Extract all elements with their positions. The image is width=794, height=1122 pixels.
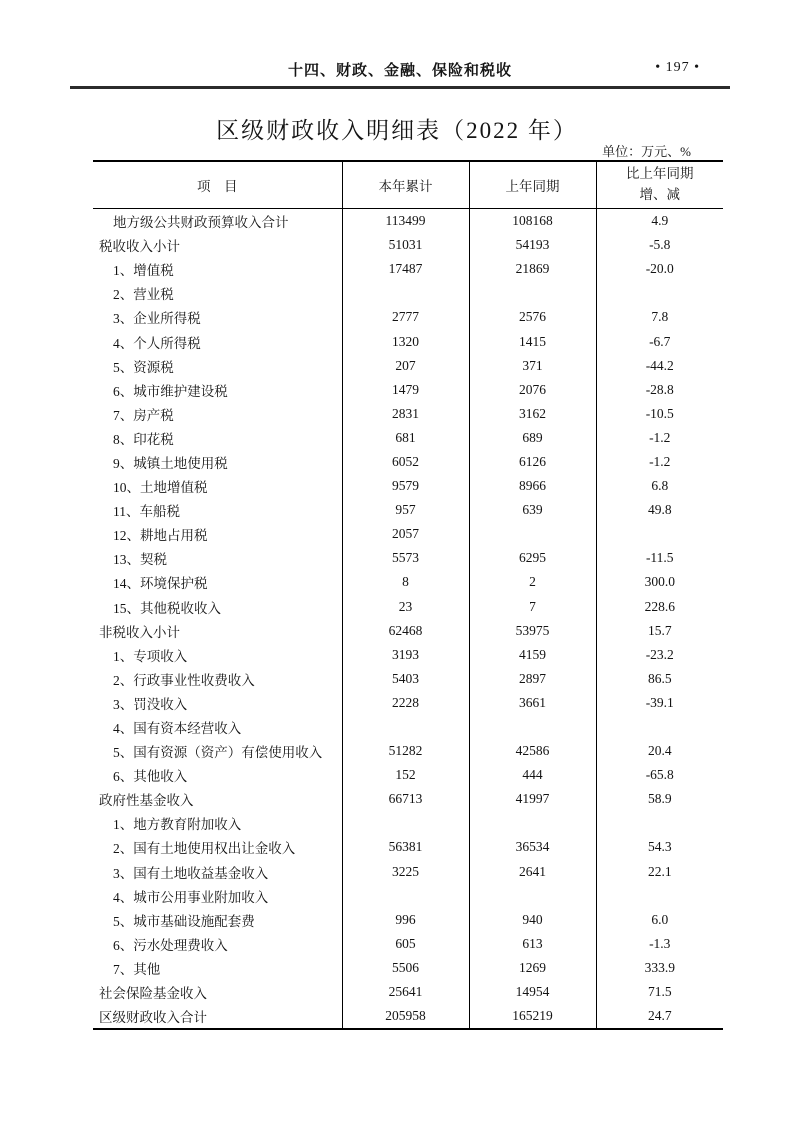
table-row (93, 739, 723, 763)
previous-value-cell: 4159 (469, 643, 596, 667)
previous-value-cell: 444 (469, 763, 596, 787)
item-label-cell: 15、其他税收收入 (113, 600, 221, 616)
change-value-cell: 300.0 (596, 570, 723, 594)
column-header-change (596, 161, 723, 209)
table-row (93, 546, 723, 570)
change-value-cell: -23.2 (596, 643, 723, 667)
change-value-cell: 58.9 (596, 787, 723, 811)
unit-label: 单位：万元、% (602, 144, 691, 159)
column-header-change-line2: 增、减 (639, 187, 680, 202)
document-title: 区级财政收入明细表（2022 年） (216, 118, 578, 143)
change-value-cell: 54.3 (596, 835, 723, 859)
current-value-cell: 205958 (342, 1004, 469, 1029)
current-value-cell: 51031 (342, 233, 469, 257)
table-row (93, 595, 723, 619)
item-label-cell: 4、国有资本经营收入 (113, 721, 242, 737)
table-row (93, 305, 723, 329)
table-row (93, 763, 723, 787)
current-value-cell: 51282 (342, 739, 469, 763)
current-value-cell: 6052 (342, 450, 469, 474)
current-value-cell: 152 (342, 763, 469, 787)
change-value-cell: -1.2 (596, 450, 723, 474)
previous-value-cell (469, 811, 596, 835)
table-row (93, 1004, 723, 1029)
table-row (93, 426, 723, 450)
previous-value-cell: 639 (469, 498, 596, 522)
change-value-cell: 71.5 (596, 980, 723, 1004)
previous-value-cell (469, 884, 596, 908)
table-row (93, 570, 723, 594)
change-value-cell: -28.8 (596, 378, 723, 402)
current-value-cell: 5403 (342, 667, 469, 691)
item-label-cell: 政府性基金收入 (99, 793, 194, 809)
current-value-cell: 62468 (342, 619, 469, 643)
change-value-cell: 49.8 (596, 498, 723, 522)
current-value-cell: 8 (342, 570, 469, 594)
current-value-cell: 996 (342, 908, 469, 932)
current-value-cell: 23 (342, 595, 469, 619)
table-row (93, 329, 723, 353)
item-label-cell: 5、资源税 (113, 359, 174, 375)
change-value-cell (596, 522, 723, 546)
change-value-cell: 7.8 (596, 305, 723, 329)
table-row (93, 811, 723, 835)
previous-value-cell: 42586 (469, 739, 596, 763)
current-value-cell: 957 (342, 498, 469, 522)
previous-value-cell: 6295 (469, 546, 596, 570)
item-label-cell: 9、城镇土地使用税 (113, 455, 228, 471)
current-value-cell: 681 (342, 426, 469, 450)
item-label-cell: 6、其他收入 (113, 769, 188, 785)
change-value-cell: -11.5 (596, 546, 723, 570)
column-header-item: 项 目 (93, 161, 342, 209)
current-value-cell: 2831 (342, 402, 469, 426)
table-row (93, 450, 723, 474)
table-row (93, 498, 723, 522)
item-label-cell: 1、地方教育附加收入 (113, 817, 242, 833)
current-value-cell: 3225 (342, 860, 469, 884)
table-row (93, 209, 723, 234)
table-header (93, 161, 723, 209)
item-label-cell: 1、增值税 (113, 263, 174, 279)
previous-value-cell: 54193 (469, 233, 596, 257)
table-row (93, 691, 723, 715)
previous-value-cell: 689 (469, 426, 596, 450)
previous-value-cell: 108168 (469, 209, 596, 234)
item-label-cell: 10、土地增值税 (113, 480, 208, 496)
change-value-cell (596, 811, 723, 835)
page-number: • 197 • (655, 60, 700, 75)
current-value-cell: 2228 (342, 691, 469, 715)
previous-value-cell: 613 (469, 932, 596, 956)
change-value-cell: -10.5 (596, 402, 723, 426)
table-row (93, 354, 723, 378)
item-label-cell: 3、罚没收入 (113, 696, 188, 712)
item-label-cell: 3、国有土地收益基金收入 (113, 865, 269, 881)
item-label-cell: 区级财政收入合计 (99, 1010, 207, 1026)
item-label-cell: 12、耕地占用税 (113, 528, 208, 544)
current-value-cell: 9579 (342, 474, 469, 498)
table-body (93, 209, 723, 1030)
table-header-row (93, 161, 723, 209)
table-row (93, 860, 723, 884)
item-label-cell: 14、环境保护税 (113, 576, 208, 592)
table-row (93, 281, 723, 305)
item-label-cell: 3、企业所得税 (113, 311, 201, 327)
item-label-cell: 13、契税 (113, 552, 167, 568)
item-label-cell: 11、车船税 (113, 504, 180, 520)
previous-value-cell: 1269 (469, 956, 596, 980)
current-value-cell: 5506 (342, 956, 469, 980)
change-value-cell (596, 281, 723, 305)
column-header-previous: 上年同期 (469, 161, 596, 209)
item-label-cell: 2、行政事业性收费收入 (113, 672, 255, 688)
item-label-cell: 6、城市维护建设税 (113, 383, 228, 399)
change-value-cell: -20.0 (596, 257, 723, 281)
previous-value-cell: 36534 (469, 835, 596, 859)
current-value-cell (342, 884, 469, 908)
item-label-cell: 7、其他 (113, 961, 161, 977)
previous-value-cell (469, 715, 596, 739)
table-row (93, 474, 723, 498)
change-value-cell: -1.3 (596, 932, 723, 956)
previous-value-cell: 2897 (469, 667, 596, 691)
change-value-cell: -65.8 (596, 763, 723, 787)
item-label-cell: 地方级公共财政预算收入合计 (113, 215, 289, 231)
table-row (93, 667, 723, 691)
previous-value-cell: 3661 (469, 691, 596, 715)
previous-value-cell: 165219 (469, 1004, 596, 1029)
change-value-cell: 333.9 (596, 956, 723, 980)
previous-value-cell: 21869 (469, 257, 596, 281)
item-label-cell: 4、个人所得税 (113, 335, 201, 351)
current-value-cell (342, 811, 469, 835)
previous-value-cell: 940 (469, 908, 596, 932)
previous-value-cell: 3162 (469, 402, 596, 426)
change-value-cell: 4.9 (596, 209, 723, 234)
item-label-cell: 2、国有土地使用权出让金收入 (113, 841, 296, 857)
table-row (93, 787, 723, 811)
previous-value-cell: 371 (469, 354, 596, 378)
change-value-cell: 86.5 (596, 667, 723, 691)
previous-value-cell (469, 522, 596, 546)
current-value-cell: 207 (342, 354, 469, 378)
previous-value-cell: 2076 (469, 378, 596, 402)
column-header-current: 本年累计 (342, 161, 469, 209)
previous-value-cell: 53975 (469, 619, 596, 643)
table-row (93, 619, 723, 643)
current-value-cell: 2777 (342, 305, 469, 329)
item-label-cell: 社会保险基金收入 (99, 986, 207, 1002)
current-value-cell: 56381 (342, 835, 469, 859)
table-row (93, 643, 723, 667)
table-row (93, 715, 723, 739)
change-value-cell: 24.7 (596, 1004, 723, 1029)
current-value-cell: 66713 (342, 787, 469, 811)
change-value-cell: 6.8 (596, 474, 723, 498)
item-label-cell: 4、城市公用事业附加收入 (113, 889, 269, 905)
change-value-cell: -6.7 (596, 329, 723, 353)
item-label-cell: 6、污水处理费收入 (113, 937, 228, 953)
item-label-cell: 非税收入小计 (99, 624, 180, 640)
item-label-cell: 5、国有资源（资产）有偿使用收入 (113, 745, 323, 761)
item-label-cell: 5、城市基础设施配套费 (113, 913, 255, 929)
previous-value-cell (469, 281, 596, 305)
change-value-cell: 228.6 (596, 595, 723, 619)
change-value-cell (596, 884, 723, 908)
table-row (93, 932, 723, 956)
current-value-cell: 25641 (342, 980, 469, 1004)
item-label-cell: 7、房产税 (113, 407, 174, 423)
table-row (93, 378, 723, 402)
item-label-cell: 1、专项收入 (113, 648, 188, 664)
change-value-cell: -44.2 (596, 354, 723, 378)
change-value-cell: 15.7 (596, 619, 723, 643)
previous-value-cell: 8966 (469, 474, 596, 498)
change-value-cell: 20.4 (596, 739, 723, 763)
current-value-cell: 113499 (342, 209, 469, 234)
change-value-cell (596, 715, 723, 739)
previous-value-cell: 1415 (469, 329, 596, 353)
table-row (93, 908, 723, 932)
table-row (93, 884, 723, 908)
change-value-cell: 6.0 (596, 908, 723, 932)
change-value-cell: 22.1 (596, 860, 723, 884)
current-value-cell: 3193 (342, 643, 469, 667)
section-title: 十四、财政、金融、保险和税收 (287, 63, 512, 79)
change-value-cell: -1.2 (596, 426, 723, 450)
table-row (93, 402, 723, 426)
table-row (93, 980, 723, 1004)
previous-value-cell: 2576 (469, 305, 596, 329)
table-row (93, 522, 723, 546)
current-value-cell: 1320 (342, 329, 469, 353)
table-row (93, 956, 723, 980)
previous-value-cell: 41997 (469, 787, 596, 811)
current-value-cell (342, 281, 469, 305)
table-row (93, 835, 723, 859)
table-row (93, 257, 723, 281)
previous-value-cell: 7 (469, 595, 596, 619)
previous-value-cell: 2641 (469, 860, 596, 884)
current-value-cell: 17487 (342, 257, 469, 281)
previous-value-cell: 14954 (469, 980, 596, 1004)
current-value-cell: 5573 (342, 546, 469, 570)
current-value-cell (342, 715, 469, 739)
item-label-cell: 8、印花税 (113, 431, 174, 447)
item-label-cell: 税收收入小计 (99, 239, 180, 255)
previous-value-cell: 2 (469, 570, 596, 594)
running-header (70, 56, 730, 89)
revenue-table (93, 160, 723, 1030)
item-label-cell: 2、营业税 (113, 287, 174, 303)
current-value-cell: 605 (342, 932, 469, 956)
previous-value-cell: 6126 (469, 450, 596, 474)
table-row (93, 233, 723, 257)
current-value-cell: 1479 (342, 378, 469, 402)
column-header-change-line1: 比上年同期 (626, 166, 694, 182)
change-value-cell: -5.8 (596, 233, 723, 257)
current-value-cell: 2057 (342, 522, 469, 546)
change-value-cell: -39.1 (596, 691, 723, 715)
